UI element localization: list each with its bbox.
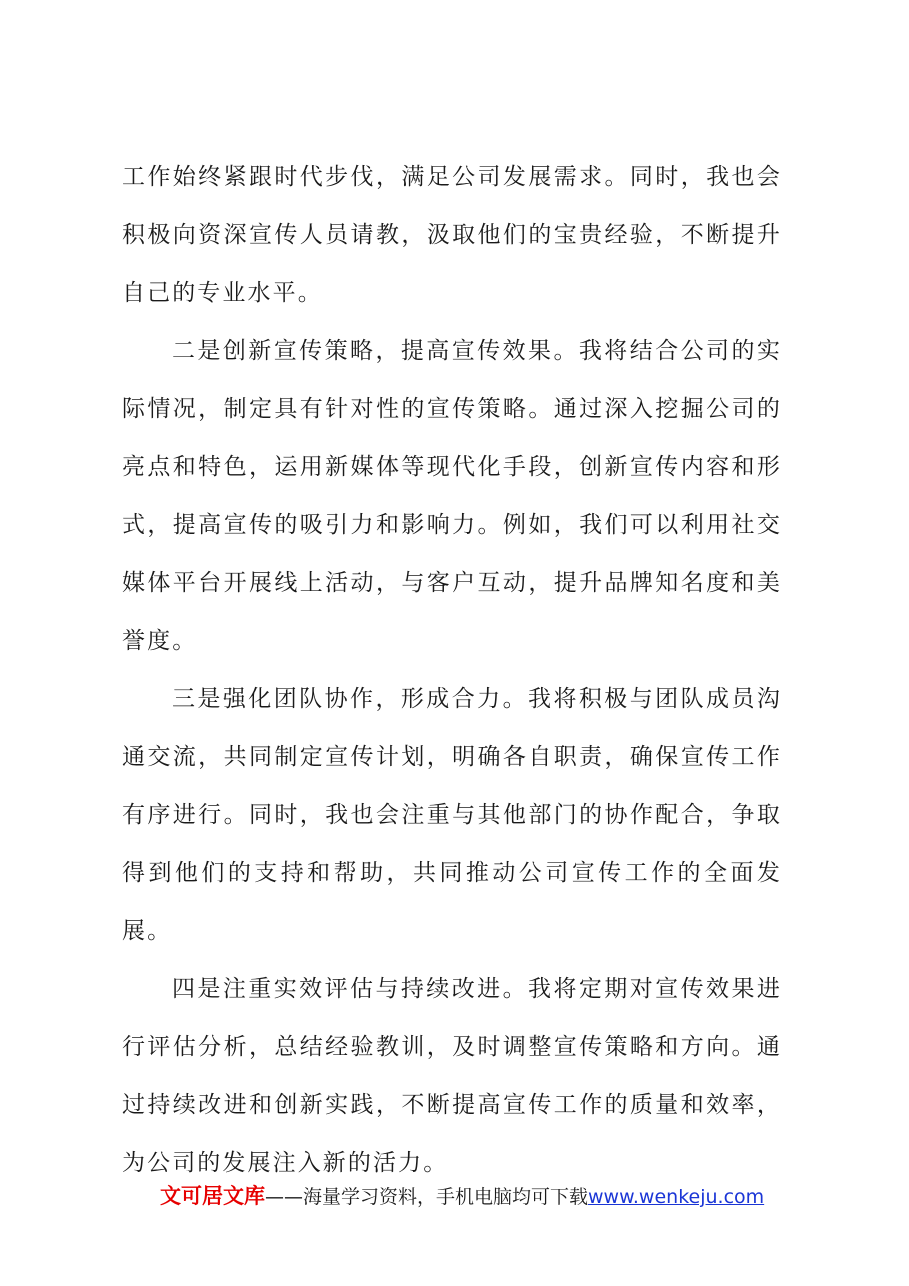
paragraph-continuation: 工作始终紧跟时代步伐，满足公司发展需求。同时，我也会积极向资深宣传人员请教，汲取他们的宝贵经验，不断提升自己的专业水平。 xyxy=(122,164,782,306)
website-link[interactable]: www.wenkeju.com xyxy=(588,1186,765,1208)
paragraph-innovate-strategy: 二是创新宣传策略，提高宣传效果。我将结合公司的实际情况，制定具有针对性的宣传策略。通过深入挖掘公司的亮点和特色，运用新媒体等现代化手段，创新宣传内容和形式，提高宣传的吸引力和影响力。例如，我们可以利用社交媒体平台开展线上活动，与客户互动，提升品牌知名度和美誉度。 xyxy=(122,338,782,654)
brand-name: 文可居文库 xyxy=(160,1184,265,1208)
footer-tagline: ——海量学习资料，手机电脑均可下载 xyxy=(265,1186,589,1208)
paragraph-team-collaboration: 三是强化团队协作，形成合力。我将积极与团队成员沟通交流，共同制定宣传计划，明确各自职责，确保宣传工作有序进行。同时，我也会注重与其他部门的协作配合，争取得到他们的支持和帮助，共同推动公司宣传工作的全面发展。 xyxy=(122,686,782,944)
footer-banner xyxy=(160,1180,800,1212)
paragraph-evaluation-improvement: 四是注重实效评估与持续改进。我将定期对宣传效果进行评估分析，总结经验教训，及时调整宣传策略和方向。通过持续改进和创新实践，不断提高宣传工作的质量和效率，为公司的发展注入新的活力。 xyxy=(122,976,782,1176)
document-body xyxy=(122,148,782,1192)
